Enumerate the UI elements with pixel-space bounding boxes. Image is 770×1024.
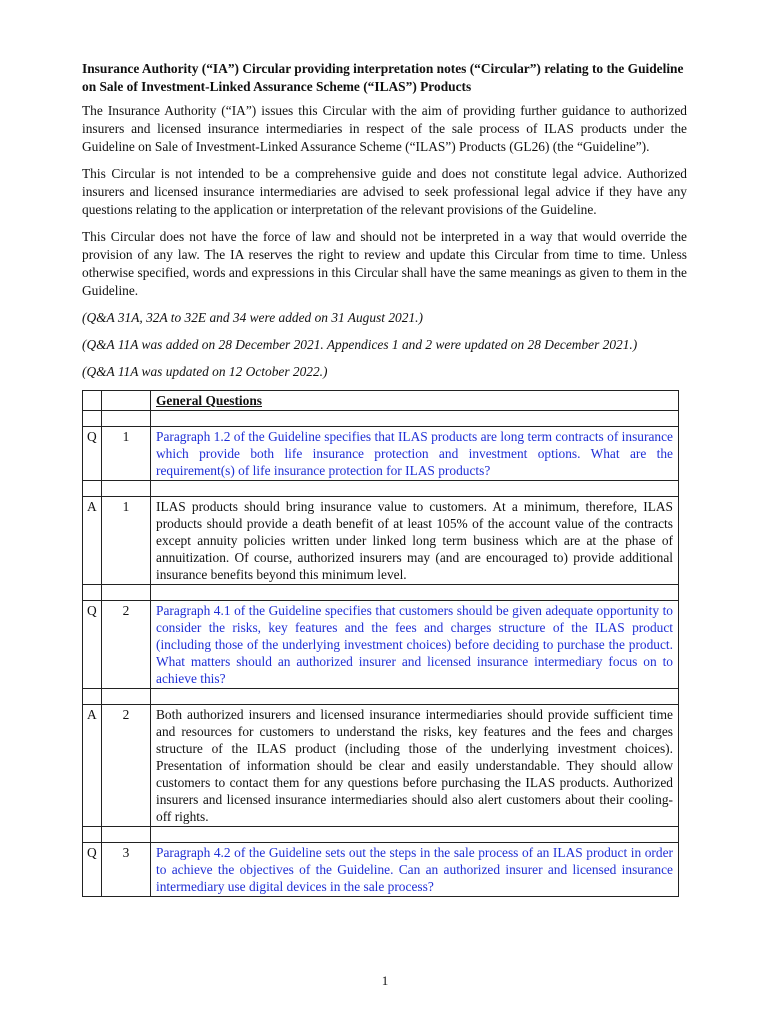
answer-text: Both authorized insurers and licensed insurance intermediaries should provide sufficient time and resources for customers to understand the risks, key features and the fees and charges structure of the ILAS product (including those of the underlying investment choices). Presentation of information should be clear and easily understandable. They should allow customers to contact them for any questions before purchasing the ILAS products. Authorized insurers and licensed insurance intermediaries should also alert customers about their cooling-off rights. <box>151 705 679 827</box>
row-number: 1 <box>102 427 151 481</box>
page-number: 1 <box>381 973 389 988</box>
row-number: 3 <box>102 843 151 897</box>
intro-paragraph-3: This Circular does not have the force of law and should not be interpreted in a way that would override the provision of any law. The IA reserves the right to review and update this Circular from time to time. Unless otherwise specified, words and expressions in this Circular shall have the same meanings as given to them in the Guideline. <box>82 229 687 298</box>
table-row <box>83 843 679 897</box>
qa-table <box>82 390 679 897</box>
row-type: Q <box>83 427 102 481</box>
row-number: 2 <box>102 601 151 689</box>
header-type-cell <box>83 391 102 411</box>
row-type: Q <box>83 601 102 689</box>
question-text: Paragraph 1.2 of the Guideline specifies that ILAS products are long term contracts of insurance which provide both life insurance protection and investment options. What are the requirement(s) of life insurance protection for ILAS products? <box>151 427 679 481</box>
answer-text: ILAS products should bring insurance value to customers. At a minimum, therefore, ILAS products should provide a death benefit of at least 105% of the account value of the contracts except annuity policies written under linked long term business which are at the phase of annuitization. Of course, authorized insurers may (and are encouraged to) provide additional insurance benefits beyond this minimum level. <box>151 497 679 585</box>
question-text: Paragraph 4.2 of the Guideline sets out the steps in the sale process of an ILAS product in order to achieve the objectives of the Guideline. Can an authorized insurer and licensed insurance intermediary use digital devices in the sale process? <box>151 843 679 897</box>
table-header-row <box>83 391 679 411</box>
row-type: Q <box>83 843 102 897</box>
question-text: Paragraph 4.1 of the Guideline specifies that customers should be given adequate opportunity to consider the risks, key features and the fees and charges structure of the ILAS product (including those of the underlying investment choices) before deciding to purchase the product. What matters should an authorized insurer and licensed insurance intermediary focus on to achieve this? <box>151 601 679 689</box>
update-note-3: (Q&A 11A was updated on 12 October 2022.) <box>82 364 328 379</box>
document-page <box>82 60 687 897</box>
section-heading <box>151 391 679 411</box>
table-row <box>83 427 679 481</box>
table-row <box>83 705 679 827</box>
table-spacer-row <box>83 689 679 705</box>
table-spacer-row <box>83 481 679 497</box>
row-number: 1 <box>102 497 151 585</box>
intro-paragraph-1: The Insurance Authority (“IA”) issues this Circular with the aim of providing further guidance to authorized insurers and licensed insurance intermediaries in respect of the sale process of ILAS products under the Guideline on Sale of Investment-Linked Assurance Scheme (“ILAS”) Products (GL26) (the “Guideline”). <box>82 103 687 154</box>
table-row <box>83 601 679 689</box>
row-number: 2 <box>102 705 151 827</box>
table-row <box>83 497 679 585</box>
header-num-cell <box>102 391 151 411</box>
intro-paragraph-2: This Circular is not intended to be a comprehensive guide and does not constitute legal advice. Authorized insurers and licensed insurance intermediaries are advised to seek professional legal advice if they have any questions relating to the application or interpretation of the relevant provisions of the Guideline. <box>82 166 687 217</box>
update-note-2: (Q&A 11A was added on 28 December 2021. Appendices 1 and 2 were updated on 28 December 2021.) <box>82 337 638 352</box>
table-spacer-row <box>83 827 679 843</box>
row-type: A <box>83 497 102 585</box>
table-spacer-row <box>83 585 679 601</box>
update-note-1: (Q&A 31A, 32A to 32E and 34 were added on 31 August 2021.) <box>82 310 423 325</box>
row-type: A <box>83 705 102 827</box>
table-spacer-row <box>83 411 679 427</box>
section-heading-text: General Questions <box>156 393 263 408</box>
document-title: Insurance Authority (“IA”) Circular providing interpretation notes (“Circular”) relating to the Guideline on Sale of Investment-Linked Assurance Scheme (“ILAS”) Products <box>82 61 684 94</box>
